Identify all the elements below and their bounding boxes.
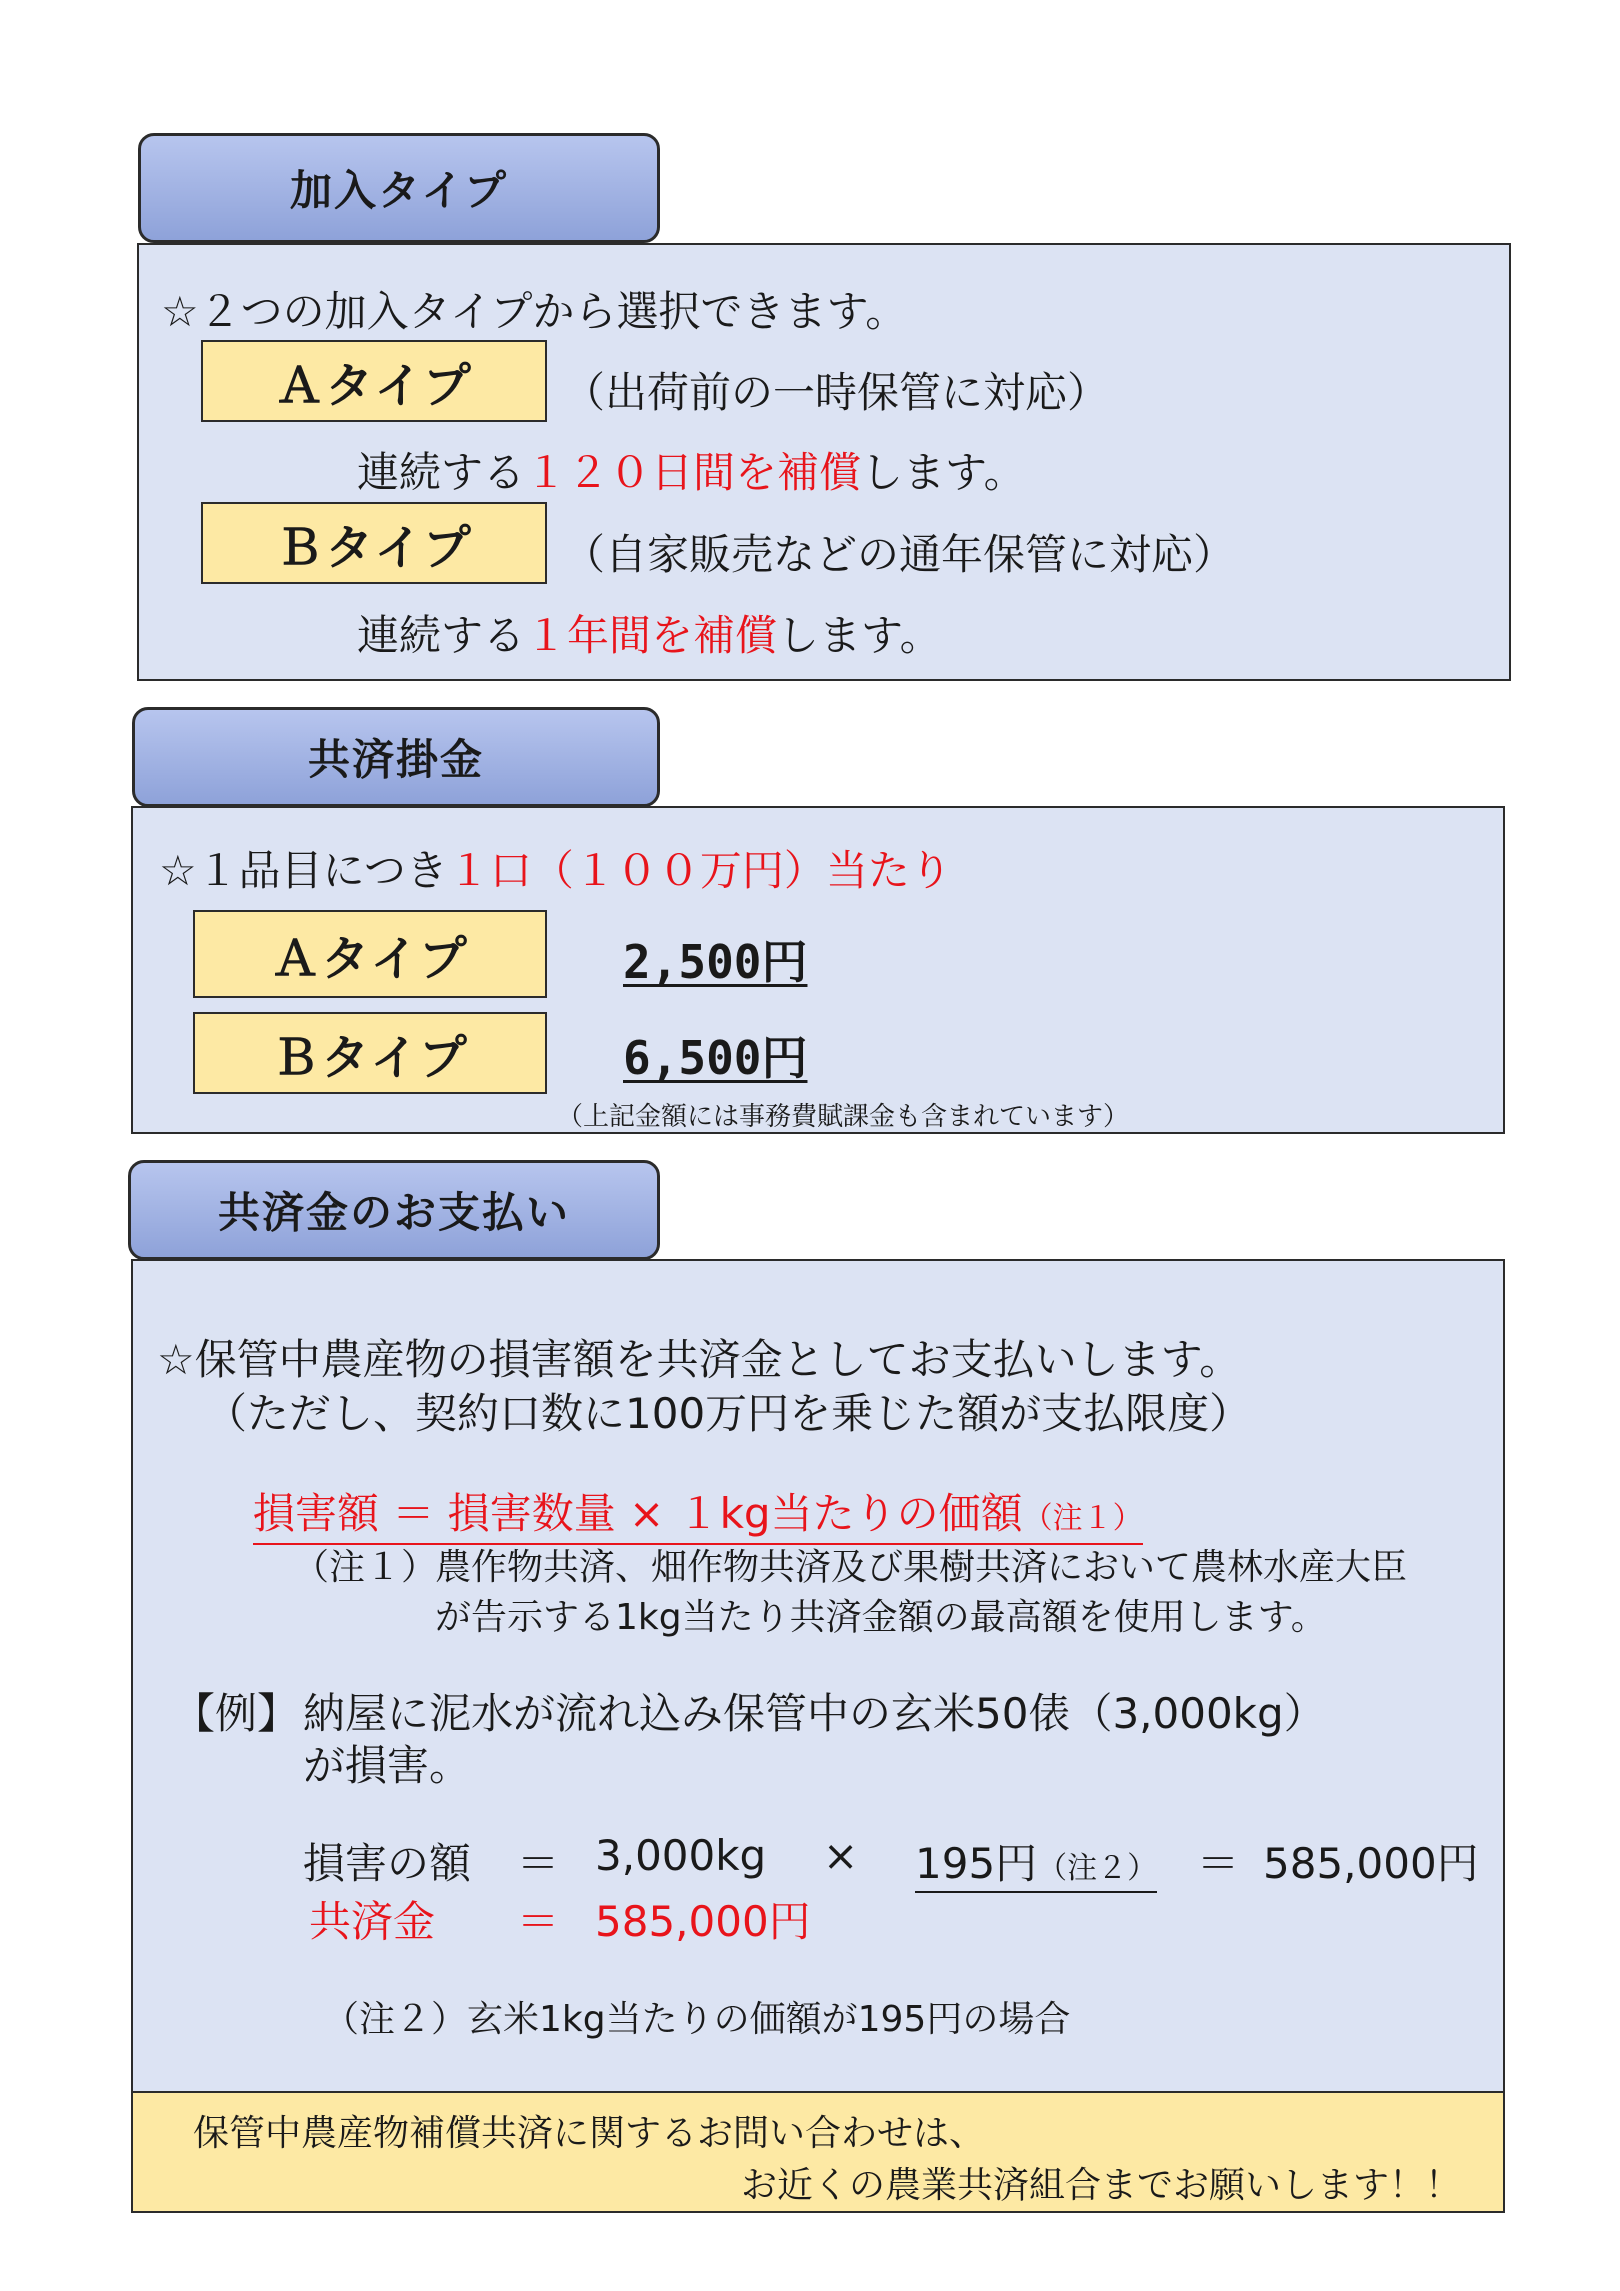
- calc-equals: ＝: [517, 1839, 560, 1888]
- footer-line2: お近くの農業共済組合までお願いします！！: [741, 2165, 1462, 2206]
- section-tab-membership-type: [138, 133, 660, 243]
- type-a-desc: （出荷前の一時保管に対応）: [563, 368, 1110, 417]
- damage-formula: 損害額 ＝ 損害数量 × １kg当たりの価額（注１）: [253, 1481, 1143, 1545]
- premium-type-a-label: Ａタイプ: [193, 910, 547, 998]
- type-b-desc: （自家販売などの通年保管に対応）: [563, 530, 1236, 579]
- premium-type-a-price: 2,500円: [623, 935, 808, 989]
- premium-intro: ☆１品目につき１口（１００万円）当たり: [159, 846, 952, 895]
- example-line2: が損害。: [303, 1741, 472, 1790]
- note1-label: （注１）: [293, 1547, 438, 1588]
- example-label: 【例】: [173, 1689, 300, 1738]
- calc-payout-label: 共済金: [309, 1897, 436, 1946]
- section-tab-premium: [132, 707, 660, 807]
- type-a-label: Ａタイプ: [201, 340, 547, 422]
- section-box-membership-type: [137, 243, 1511, 681]
- note1-line1: 農作物共済、畑作物共済及び果樹共済において農林水産大臣: [435, 1547, 1408, 1588]
- calc-equals-2: ＝: [1197, 1839, 1240, 1888]
- premium-type-b-label: Ｂタイプ: [193, 1012, 547, 1094]
- note1-line2: が告示する1kg当たり共済金額の最高額を使用します。: [435, 1597, 1327, 1638]
- type-b-label: Ｂタイプ: [201, 502, 547, 584]
- section-tab-label: 加入タイプ: [290, 166, 508, 215]
- calc-times: ×: [823, 1831, 859, 1880]
- section-tab-label: 共済掛金: [307, 735, 484, 784]
- section-tab-payment: [128, 1160, 660, 1260]
- membership-intro: ☆２つの加入タイプから選択できます。: [161, 287, 908, 336]
- calc-damage-result: 585,000円: [1263, 1839, 1479, 1888]
- payment-line2: （ただし、契約口数に100万円を乗じた額が支払限度）: [205, 1389, 1252, 1438]
- premium-type-b-price: 6,500円: [623, 1031, 808, 1085]
- calc-damage-label: 損害の額: [303, 1839, 472, 1888]
- calc-quantity: 3,000kg: [595, 1831, 767, 1880]
- section-box-payment: [131, 1259, 1505, 2093]
- type-a-coverage: 連続する１２０日間を補償します。: [357, 448, 1026, 497]
- example-line1: 納屋に泥水が流れ込み保管中の玄米50俵（3,000kg）: [303, 1689, 1326, 1738]
- section-tab-label: 共済金のお支払い: [217, 1188, 570, 1237]
- contact-footer: [131, 2091, 1505, 2213]
- calc-payout-result: 585,000円: [595, 1897, 811, 1946]
- type-b-coverage: 連続する１年間を補償します。: [357, 611, 942, 660]
- calc-payout-equals: ＝: [517, 1897, 560, 1946]
- note2: （注２）玄米1kg当たりの価額が195円の場合: [323, 1999, 1071, 2040]
- footer-line1: 保管中農産物補償共済に関するお問い合わせは、: [193, 2113, 986, 2154]
- calc-unit-price: 195円（注２）: [915, 1831, 1157, 1893]
- payment-line1: ☆保管中農産物の損害額を共済金としてお支払いします。: [157, 1335, 1242, 1384]
- premium-note: （上記金額には事務費賦課金も含まれています）: [557, 1102, 1130, 1132]
- section-box-premium: [131, 806, 1505, 1134]
